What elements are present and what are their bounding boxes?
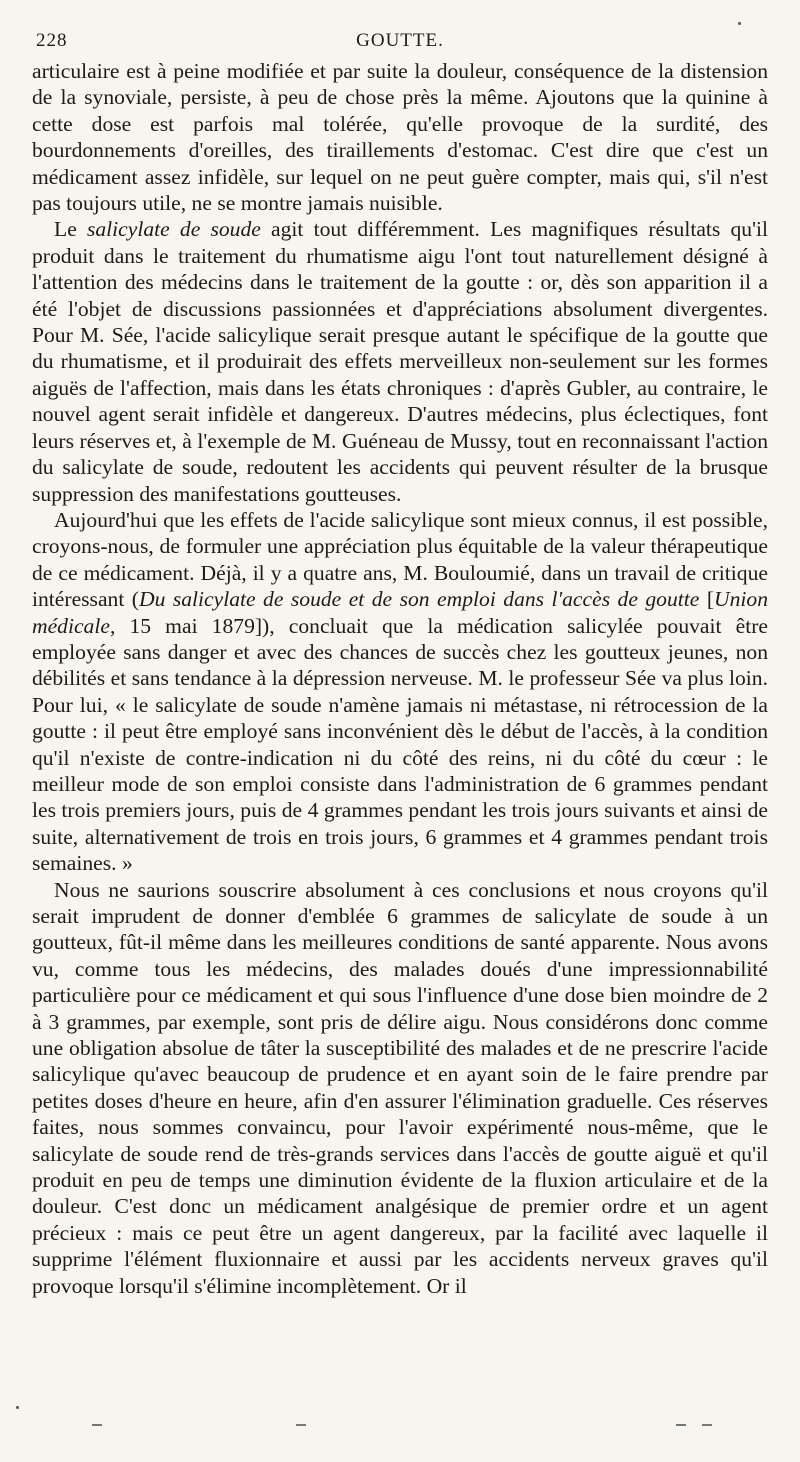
scan-mark	[296, 1424, 306, 1426]
text-run: agit tout différemment. Les magnifiques résultats qu'il produit dans le traitement du rhumatisme aigu l'ont tout naturellement désigné à l'attention des médecins dans le traitement de la goutte : or, dès son apparition il a été l'objet de discussions passionnées et d'appréciations absolument divergentes. Pour M. Sée, l'acide salicylique serait presque autant le spécifique de la goutte que du rhumatisme, et il produirait des effets merveilleux non-seulement sur les formes aiguës de l'affection, mais dans les états chroniques : d'après Gubler, au contraire, le nouvel agent serait infidèle et dangereux. D'autres médecins, plus éclectiques, font leurs réserves et, à l'exemple de M. Guéneau de Mussy, tout en reconnaissant l'action du salicylate de soude, redoutent les accidents qui peuvent résulter de la brusque suppression des manifestations goutteuses.	[32, 217, 768, 506]
paragraph	[32, 877, 768, 1300]
scan-mark	[702, 1424, 712, 1426]
paragraph	[32, 216, 768, 506]
page-number: 228	[36, 30, 68, 51]
scan-speck	[738, 22, 741, 25]
text-run: articulaire est à peine modifiée et par suite la douleur, conséquence de la distension de la synoviale, persiste, à peu de chose près la même. Ajoutons que la quinine à cette dose est parfois mal tolérée, qu'elle provoque de la surdité, des bourdonnements d'oreilles, des tiraillements d'estomac. C'est dire que c'est un médicament assez infidèle, sur lequel on ne peut guère compter, mais qui, s'il n'est pas toujours utile, ne se montre jamais nuisible.	[32, 59, 768, 216]
scan-speck	[16, 1406, 19, 1409]
document-page	[32, 28, 768, 1299]
italic-text: Union médicale	[32, 587, 768, 638]
paragraph	[32, 507, 768, 877]
scan-mark	[92, 1424, 102, 1426]
text-run: Nous ne saurions souscrire absolument à ces conclusions et nous croyons qu'il serait imprudent de donner d'emblée 6 grammes de salicylate de soude à un goutteux, fût-il même dans les meilleures conditions de santé apparente. Nous avons vu, comme tous les médecins, des malades doués d'une impressionnabilité particulière pour ce médicament et qui sous l'influence d'une dose bien moindre de 2 à 3 grammes, par exemple, sont pris de délire aigu. Nous considérons donc comme une obligation absolue de tâter la susceptibilité des malades et de ne prescrire l'acide salicylique qu'avec beaucoup de prudence et en ayant soin de le faire prendre par petites doses d'heure en heure, afin d'en assurer l'élimination graduelle. Ces réserves faites, nous sommes convaincu, pour l'avoir expérimenté nous-même, que le salicylate de soude rend de très-grands services dans l'accès de goutte aiguë et qu'il produit en peu de temps une diminution évidente de la fluxion articulaire et de la douleur. C'est donc un médicament analgésique de premier ordre et un agent précieux : mais ce peut être un agent dangereux, par la facilité avec laquelle il supprime l'élément fluxionnaire et aussi par les accidents nerveux graves qu'il provoque lorsqu'il s'élimine incomplètement. Or il	[32, 877, 768, 1298]
text-run: Le	[54, 217, 87, 242]
running-title: GOUTTE.	[356, 30, 444, 51]
text-run: [	[699, 587, 715, 612]
scan-mark	[676, 1424, 686, 1426]
text-run: Aujourd'hui que les effets de l'acide salicylique sont mieux connus, il est possible, croyons-nous, de formuler une appréciation plus équitable de la valeur thérapeutique de ce médicament. Déjà, il y a quatre ans, M. Bouloumié, dans un travail de critique intéressant (	[32, 507, 768, 612]
text-run: , 15 mai 1879]), concluait que la médication salicylée pouvait être employée sans danger et avec des chances de succès chez les goutteux jeunes, non débilités et sans tendance à la dépression nerveuse. M. le professeur Sée va plus loin. Pour lui, « le salicylate de soude n'amène jamais ni métastase, ni rétrocession de la goutte : il peut être employé sans inconvénient dès le début de l'accès, à la condition qu'il n'existe de contre-indication ni du côté des reins, ni du côté du cœur : le meilleur mode de son emploi consiste dans l'administration de 6 grammes pendant les trois premiers jours, puis de 4 grammes pendant les trois jours suivants et ainsi de suite, alternativement de trois en trois jours, 6 grammes et 4 grammes pendant trois semaines. »	[32, 613, 768, 876]
body-text	[32, 58, 768, 1299]
paragraph	[32, 58, 768, 216]
page-header	[32, 28, 768, 58]
italic-text: salicylate de soude	[86, 217, 261, 242]
italic-text: Du salicylate de soude et de son emploi dans l'accès de goutte	[139, 587, 700, 612]
